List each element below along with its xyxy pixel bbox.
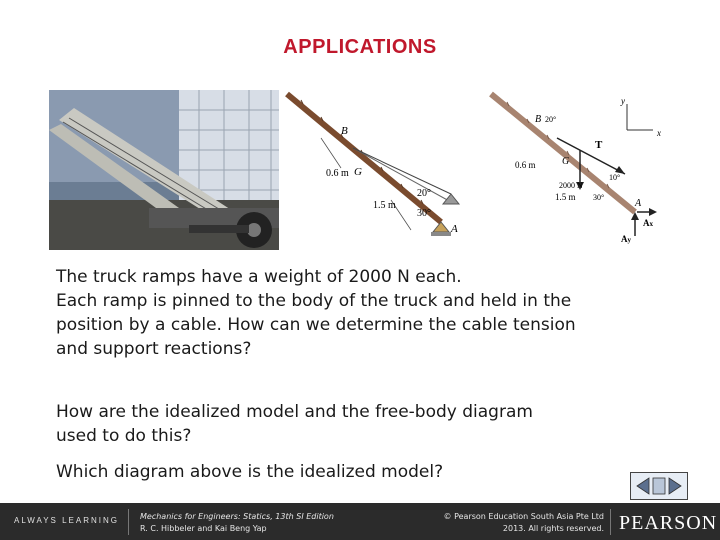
always-learning-tagline: ALWAYS LEARNING — [14, 516, 119, 525]
label-G: G — [354, 166, 362, 178]
fbd-label-30deg: 30° — [593, 193, 605, 202]
copyright-line: 2013. All rights reserved. — [502, 524, 604, 533]
fbd-label-weight: 2000 N — [559, 181, 583, 190]
free-body-diagram — [485, 90, 669, 250]
footer-divider — [128, 509, 129, 535]
paragraph-line: used to do this? — [56, 426, 192, 446]
fbd-label-A: A — [635, 198, 642, 209]
axis-y-label: y — [621, 96, 625, 106]
label-B: B — [341, 125, 348, 137]
fbd-label-Ax: Ax — [643, 218, 653, 228]
truck-ramp-photo — [49, 90, 279, 250]
previous-slide-icon[interactable] — [637, 478, 649, 494]
home-icon[interactable] — [653, 478, 665, 494]
footer-bar — [0, 503, 720, 540]
label-A: A — [451, 223, 458, 235]
copyright-notice — [392, 511, 604, 535]
figure-strip — [49, 90, 669, 250]
label-1.5m: 1.5 m — [373, 200, 396, 211]
question-paragraph-1 — [56, 265, 676, 361]
paragraph-line: Each ramp is pinned to the body of the truck and held in the — [56, 291, 572, 311]
paragraph-line: and support reactions? — [56, 339, 252, 359]
fbd-label-G: G — [562, 156, 570, 167]
fbd-label-20deg: 20° — [545, 115, 557, 124]
fbd-label-1.5m: 1.5 m — [555, 192, 576, 202]
axis-x-label: x — [657, 128, 661, 138]
label-0.6m: 0.6 m — [326, 168, 349, 179]
book-authors: R. C. Hibbeler and Kai Beng Yap — [140, 524, 267, 533]
paragraph-line: How are the idealized model and the free-body diagram — [56, 402, 533, 422]
question-paragraph-2 — [56, 400, 676, 448]
slide-navigation-control[interactable] — [630, 472, 688, 500]
next-slide-icon[interactable] — [669, 478, 681, 494]
paragraph-line: The truck ramps have a weight of 2000 N each. — [56, 267, 462, 287]
pearson-logo: PEARSON — [619, 512, 718, 534]
fbd-label-0.6m: 0.6 m — [515, 160, 536, 170]
paragraph-line: position by a cable. How can we determine the cable tension — [56, 315, 576, 335]
fbd-label-B: B — [535, 114, 542, 125]
fbd-label-10deg: 10° — [609, 173, 621, 182]
label-20deg: 20° — [417, 188, 431, 199]
footer-divider — [610, 509, 611, 535]
fbd-label-Ay: Ay — [621, 234, 631, 244]
fbd-label-T: T — [595, 139, 603, 151]
slide-title: APPLICATIONS — [283, 36, 437, 58]
paragraph-line: Which diagram above is the idealized model? — [56, 462, 444, 482]
copyright-line: © Pearson Education South Asia Pte Ltd — [443, 512, 604, 521]
question-paragraph-3 — [56, 460, 676, 484]
label-30deg: 30° — [417, 208, 431, 219]
book-citation — [140, 511, 334, 535]
book-title: Mechanics for Engineers: Statics, 13th SI Edition — [140, 512, 334, 521]
